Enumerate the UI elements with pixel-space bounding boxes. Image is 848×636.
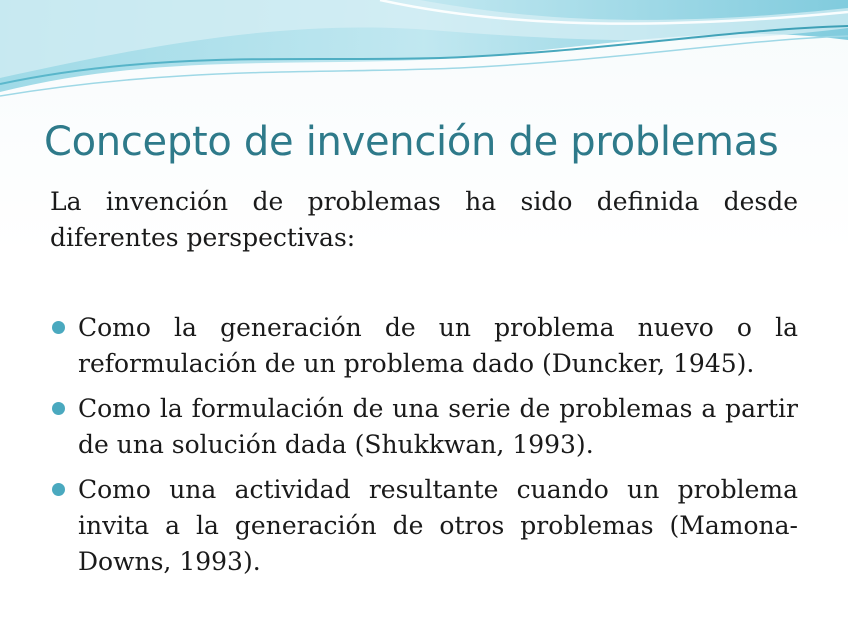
bullet-text: Como la formulación de una serie de problemas a partir de una solución dada (Shukkwan, 1993).	[78, 394, 798, 459]
bullet-list	[50, 310, 798, 580]
bullet-text: Como la generación de un problema nuevo o la reformulación de un problema dado (Duncker, 1945).	[78, 313, 798, 378]
bullet-icon	[52, 402, 65, 415]
bullet-item	[50, 472, 798, 580]
bullet-item	[50, 310, 798, 382]
slide-title: Concepto de invención de problemas	[44, 119, 779, 165]
bullet-icon	[52, 483, 65, 496]
bullet-text: Como una actividad resultante cuando un problema invita a la generación de otros problemas (Mamona-Downs, 1993).	[78, 475, 798, 576]
header-wave-decoration	[0, 0, 848, 110]
slide-body	[50, 184, 798, 589]
intro-paragraph: La invención de problemas ha sido definida desde diferentes perspectivas:	[50, 187, 798, 252]
bullet-icon	[52, 321, 65, 334]
bullet-item	[50, 391, 798, 463]
